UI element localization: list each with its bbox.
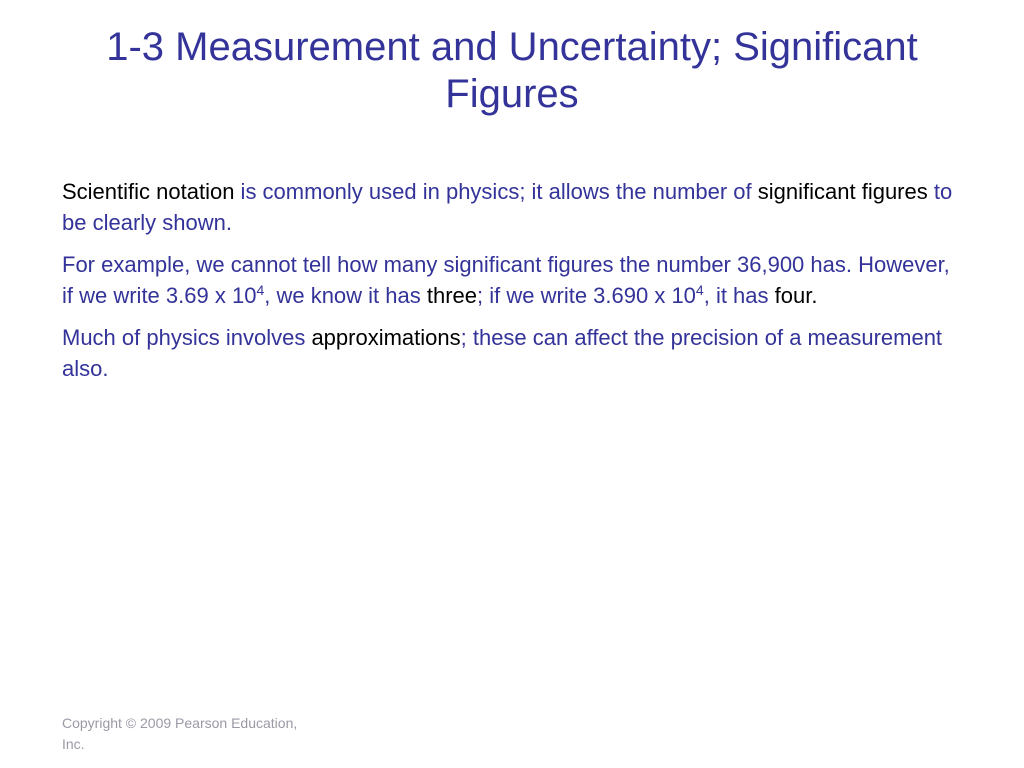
paragraph-text: , we know it has <box>264 283 427 308</box>
paragraph-approximations <box>62 322 962 384</box>
slide-title: 1-3 Measurement and Uncertainty; Significant Figures <box>106 25 918 116</box>
paragraph-scientific-notation <box>62 176 962 238</box>
paragraph-text: ; these can affect the precision of a measurement also. <box>62 325 943 381</box>
paragraph-text: is commonly used in physics; it allows the number of <box>234 179 758 204</box>
paragraph-text: , it has <box>703 283 775 308</box>
term-approximations: approximations <box>311 325 461 350</box>
term-three: three <box>426 283 478 308</box>
copyright-footer: Copyright © 2009 Pearson Education, Inc. <box>62 715 298 752</box>
paragraph-example <box>62 249 962 311</box>
paragraph-text: to be clearly shown. <box>62 179 953 235</box>
slide-body <box>62 176 962 395</box>
term-four: four. <box>774 283 818 308</box>
exponent: 4 <box>256 282 265 298</box>
paragraph-text: For example, we cannot tell how many significant figures the number 36,900 has. However, if we write 3.69 x 10 <box>62 252 950 308</box>
paragraph-text: Much of physics involves <box>62 325 312 350</box>
term-significant-figures: significant figures <box>757 179 928 204</box>
exponent: 4 <box>695 282 704 298</box>
term-scientific-notation: Scientific notation <box>62 179 235 204</box>
paragraph-text: ; if we write 3.690 x 10 <box>477 283 696 308</box>
